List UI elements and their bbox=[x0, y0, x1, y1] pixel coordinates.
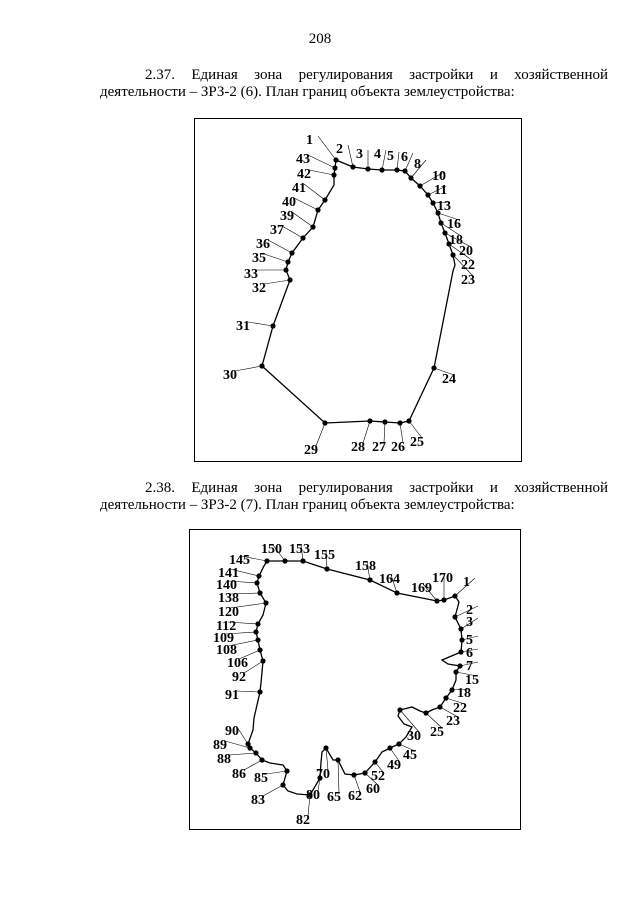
plan-1-point-label-39: 39 bbox=[280, 209, 294, 224]
plan-1-leader-1 bbox=[318, 136, 336, 160]
plan-1-point-label-10: 10 bbox=[432, 169, 446, 184]
plan-2-leader-88 bbox=[229, 753, 256, 755]
plan-1-leader-43 bbox=[308, 155, 335, 168]
plan-2-point-label-170: 170 bbox=[432, 571, 453, 586]
plan-1-point-label-8: 8 bbox=[414, 157, 421, 172]
plan-1-leader-30 bbox=[235, 366, 262, 371]
plan-1-point-label-28: 28 bbox=[351, 440, 365, 455]
plan-2-point-label-92: 92 bbox=[232, 670, 246, 685]
plan-1-point-label-30: 30 bbox=[223, 368, 237, 383]
plan-1-point-label-16: 16 bbox=[447, 217, 461, 232]
plan-2-point-label-138: 138 bbox=[218, 591, 239, 606]
plan-2-point-label-112: 112 bbox=[216, 619, 237, 634]
plan-2-point-label-85: 85 bbox=[254, 771, 268, 786]
plan-1-point-label-22: 22 bbox=[461, 258, 475, 273]
plan-1-leader-5 bbox=[397, 152, 399, 170]
plan-2-point-label-6: 6 bbox=[466, 646, 473, 661]
plan-1-point-label-43: 43 bbox=[296, 152, 310, 167]
plan-1-point-label-41: 41 bbox=[292, 181, 306, 196]
plan-2-point-label-150: 150 bbox=[261, 542, 282, 557]
plan-1-point-label-11: 11 bbox=[434, 183, 448, 198]
plan-2-point-label-140: 140 bbox=[216, 578, 237, 593]
plan-1-point-label-35: 35 bbox=[252, 251, 266, 266]
plan-2-point-label-169: 169 bbox=[411, 581, 432, 596]
plan-2-leader-65 bbox=[338, 760, 339, 793]
plan-1-leader-41 bbox=[304, 184, 325, 200]
plan-1-point-label-27: 27 bbox=[372, 440, 386, 455]
plan-2-point-label-155: 155 bbox=[314, 548, 335, 563]
plan-1-point-label-18: 18 bbox=[449, 233, 463, 248]
plan-2-point-label-88: 88 bbox=[217, 752, 231, 767]
plan-2-point-label-82: 82 bbox=[296, 813, 310, 828]
plan-2-point-label-15: 15 bbox=[465, 673, 479, 688]
plan-2-point-label-22: 22 bbox=[453, 701, 467, 716]
plan-1-point-label-3: 3 bbox=[356, 147, 363, 162]
plan-1-point-label-20: 20 bbox=[459, 244, 473, 259]
plan-1-point-label-5: 5 bbox=[387, 149, 394, 164]
plan-1-point-label-31: 31 bbox=[236, 319, 250, 334]
caption-line-1: 2.38. Единая зона регулирования застройки и хозяйственной bbox=[145, 480, 608, 496]
plan-2-point-label-3: 3 bbox=[466, 615, 473, 630]
plan-2-point-label-86: 86 bbox=[232, 767, 246, 782]
plan-1-point-label-36: 36 bbox=[256, 237, 270, 252]
plan-1-labels bbox=[223, 133, 475, 458]
plan-1-point-label-4: 4 bbox=[374, 147, 381, 162]
plan-1-leader-37 bbox=[282, 226, 303, 238]
plan-2-point-label-30: 30 bbox=[407, 729, 421, 744]
plan-1-leader-31 bbox=[248, 322, 273, 326]
plan-1-point-label-40: 40 bbox=[282, 195, 296, 210]
plan-1-leader-42 bbox=[309, 170, 334, 175]
plan-2-leader-85 bbox=[266, 771, 287, 774]
plan-2-point-label-7: 7 bbox=[466, 659, 473, 674]
plan-2-point-label-120: 120 bbox=[218, 605, 239, 620]
plan-2-point-label-91: 91 bbox=[225, 688, 239, 703]
plan-2-point-label-153: 153 bbox=[289, 542, 310, 557]
plan-2-labels bbox=[213, 542, 479, 828]
plan-1-point-label-6: 6 bbox=[401, 150, 408, 165]
plan-2-leader-91 bbox=[237, 691, 260, 692]
plan-1-point-label-29: 29 bbox=[304, 443, 318, 458]
plan-2-point-label-83: 83 bbox=[251, 793, 265, 808]
plan-1-leader-39 bbox=[292, 212, 313, 227]
plan-2-point-label-90: 90 bbox=[225, 724, 239, 739]
plan-2-point-label-52: 52 bbox=[371, 769, 385, 784]
plan-1-point-label-37: 37 bbox=[270, 223, 284, 238]
plan-2-point-label-49: 49 bbox=[387, 758, 401, 773]
plan-2-point-label-109: 109 bbox=[213, 631, 234, 646]
plan-1-leader-2 bbox=[348, 145, 353, 167]
plan-2-point-label-62: 62 bbox=[348, 789, 362, 804]
plan-1-point-label-26: 26 bbox=[391, 440, 405, 455]
caption-line-2: деятельности – ЗРЗ-2 (6). План границ объекта землеустройства: bbox=[100, 84, 515, 100]
plan-1-leader-35 bbox=[264, 254, 288, 262]
boundary-line-plan-2 bbox=[248, 561, 462, 795]
plan-2-point-label-18: 18 bbox=[457, 686, 471, 701]
plan-2-point-label-158: 158 bbox=[355, 559, 376, 574]
plan-2-point-label-108: 108 bbox=[216, 643, 237, 658]
plan-1-point-label-24: 24 bbox=[442, 372, 456, 387]
plan-2-point-label-2: 2 bbox=[466, 603, 473, 618]
plan-2-point-label-106: 106 bbox=[227, 656, 248, 671]
plan-2-leader-83 bbox=[263, 785, 283, 796]
plan-1-point-label-25: 25 bbox=[410, 435, 424, 450]
plan-1-point-label-23: 23 bbox=[461, 273, 475, 288]
plan-1-leader-36 bbox=[268, 240, 292, 253]
plan-2-point-label-1: 1 bbox=[463, 575, 470, 590]
plan-1-point-label-2: 2 bbox=[336, 142, 343, 157]
plan-2-point-label-5: 5 bbox=[466, 633, 473, 648]
plan-2-point-label-164: 164 bbox=[379, 572, 400, 587]
plan-2-point-label-25: 25 bbox=[430, 725, 444, 740]
plan-1-leader-40 bbox=[294, 198, 318, 210]
plan-1-point-label-32: 32 bbox=[252, 281, 266, 296]
plan-1-leader-4 bbox=[382, 150, 386, 170]
page-number: 208 bbox=[308, 31, 332, 47]
plan-2-point-label-70: 70 bbox=[316, 767, 330, 782]
caption-line-1: 2.37. Единая зона регулирования застройки и хозяйственной bbox=[145, 67, 608, 83]
plan-2-point-label-65: 65 bbox=[327, 790, 341, 805]
plan-2-point-label-145: 145 bbox=[229, 553, 250, 568]
plan-1-point-label-42: 42 bbox=[297, 167, 311, 182]
plan-2-point-label-89: 89 bbox=[213, 738, 227, 753]
plan-2-point-label-45: 45 bbox=[403, 748, 417, 763]
plan-1-point-label-1: 1 bbox=[306, 133, 313, 148]
plan-2-leader-86 bbox=[244, 760, 262, 770]
plan-1-point-label-33: 33 bbox=[244, 267, 258, 282]
plan-2-point-label-141: 141 bbox=[218, 566, 239, 581]
plan-2-point-label-60: 60 bbox=[366, 782, 380, 797]
plan-2-point-label-23: 23 bbox=[446, 714, 460, 729]
plan-2-point-label-80: 80 bbox=[306, 788, 320, 803]
caption-line-2: деятельности – ЗРЗ-2 (7). План границ объекта землеустройства: bbox=[100, 497, 515, 513]
plan-1-leader-32 bbox=[264, 280, 290, 284]
plan-1-point-label-13: 13 bbox=[437, 199, 451, 214]
